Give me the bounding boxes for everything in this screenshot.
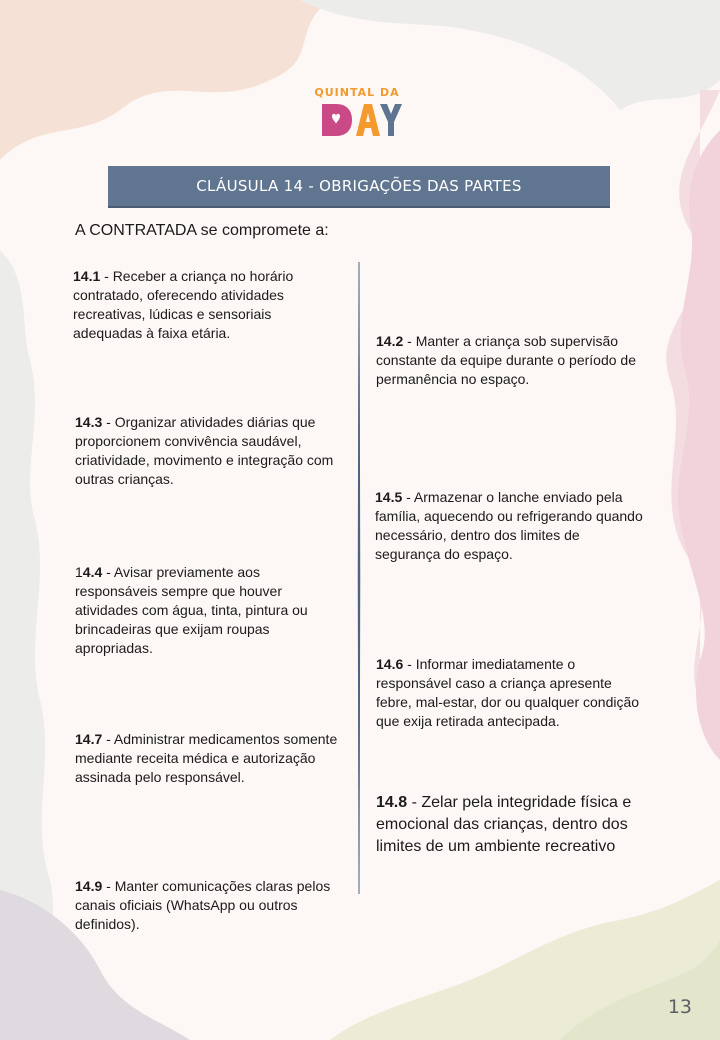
brand-logo: [312, 86, 402, 140]
clause-text: - Receber a criança no horário contratado, oferecendo atividades recreativas, lúdicas e sensoriais adequadas à faixa etária.: [73, 268, 294, 341]
clause-text: - Zelar pela integridade física e emocional das crianças, dentro dos limites de um ambiente recreativo: [376, 794, 632, 855]
clause-text: - Avisar previamente aos responsáveis sempre que houver atividades com água, tinta, pintura ou brincadeiras que exijam roupas apropriadas.: [75, 564, 308, 656]
clause-number: 14.1: [73, 268, 101, 284]
clause-14-5: [375, 488, 645, 564]
page-number: 13: [667, 996, 692, 1018]
clause-number-prefix: 1: [75, 564, 83, 580]
clause-text: - Manter a criança sob supervisão constante da equipe durante o período de permanência no espaço.: [376, 333, 636, 387]
clause-number: 14.6: [376, 656, 404, 672]
clause-14-7: [75, 730, 345, 787]
clause-14-8: [376, 792, 648, 858]
clause-text: - Manter comunicações claras pelos canais oficiais (WhatsApp ou outros definidos).: [75, 878, 331, 932]
clause-number: 14.2: [376, 333, 404, 349]
clause-14-1: [73, 267, 335, 343]
clause-text: - Armazenar o lanche enviado pela família, aquecendo ou refrigerando quando necessário, dentro dos limites de segurança do espaço.: [375, 489, 643, 562]
clause-text: - Organizar atividades diárias que proporcionem convivência saudável, criatividade, movimento e integração com outras crianças.: [75, 414, 334, 487]
clause-14-4: [75, 563, 337, 658]
clause-number: 14.9: [75, 878, 103, 894]
logo-day-wordmark: [318, 98, 402, 140]
clause-text: - Informar imediatamente o responsável caso a criança apresente febre, mal-estar, dor ou qualquer condição que exija retirada antecipada.: [376, 656, 640, 729]
clause-number: 14.7: [75, 731, 103, 747]
clause-text: - Administrar medicamentos somente mediante receita médica e autorização assinada pelo responsável.: [75, 731, 338, 785]
clause-number: 14.5: [375, 489, 403, 505]
logo-top-text: QUINTAL DA: [314, 86, 400, 99]
clause-14-2: [376, 332, 641, 389]
clause-14-3: [75, 413, 337, 489]
clause-title-bar: [108, 166, 610, 208]
clause-14-9: [75, 877, 350, 934]
clause-title: CLÁUSULA 14 - OBRIGAÇÕES DAS PARTES: [196, 177, 522, 195]
clause-14-6: [376, 655, 641, 731]
clause-number: 14.3: [75, 414, 103, 430]
intro-text: A CONTRATADA se compromete a:: [75, 222, 329, 239]
column-divider: [357, 262, 361, 894]
clause-number: 4.4: [82, 564, 103, 580]
clause-number: 14.8: [376, 794, 408, 811]
